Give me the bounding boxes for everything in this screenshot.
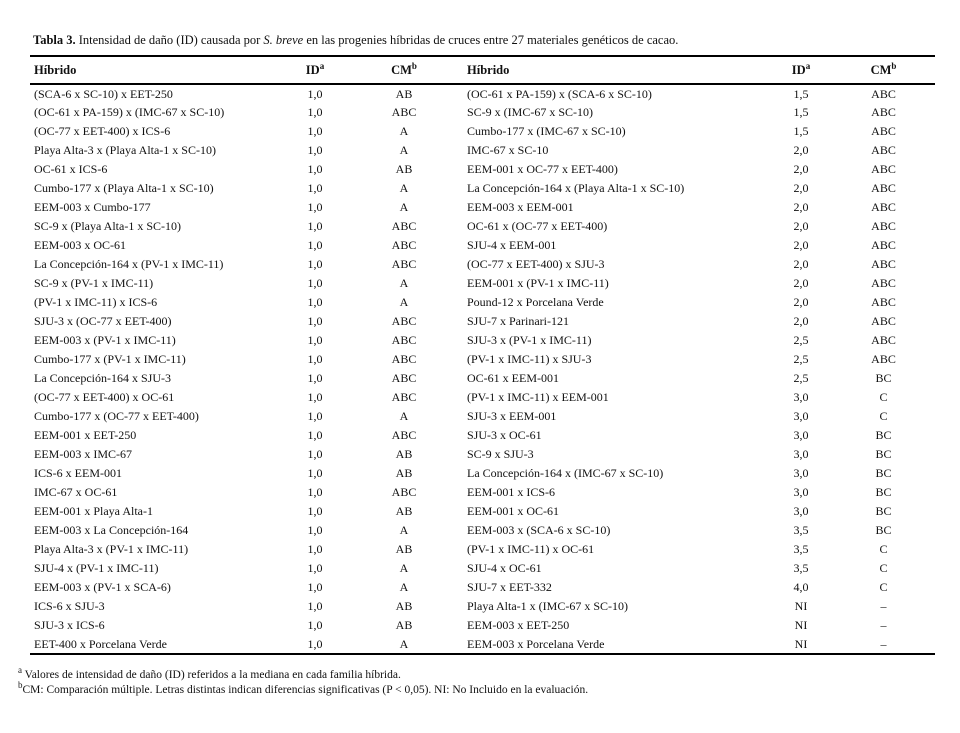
id-value-left: 1,0	[307, 333, 323, 347]
column-header-label: Híbrido	[467, 62, 510, 77]
header-row	[30, 56, 935, 84]
id-value-left: 1,0	[307, 371, 323, 385]
cm-value-left: ABC	[391, 371, 417, 385]
hybrid-name-left: (OC-77 x EET-400) x OC-61	[34, 390, 175, 404]
id-value-left: 1,0	[307, 580, 323, 594]
id-value-right: 3,0	[793, 409, 809, 423]
table-row	[30, 407, 935, 426]
cm-value-right: BC	[875, 485, 892, 499]
id-value-left: 1,0	[307, 143, 323, 157]
column-header-label: ID	[305, 62, 320, 77]
id-value-left: 1,0	[307, 181, 323, 195]
id-value-right: 2,5	[793, 333, 809, 347]
table-row	[30, 293, 935, 312]
cm-value-right: ABC	[871, 124, 896, 138]
id-value-left: 1,0	[307, 124, 323, 138]
table-row	[30, 559, 935, 578]
table-row	[30, 540, 935, 559]
id-value-left: 1,0	[307, 409, 323, 423]
hybrid-name-right: SJU-3 x EEM-001	[467, 409, 557, 423]
hybrid-name-left: EEM-003 x Cumbo-177	[34, 200, 151, 214]
table-row	[30, 388, 935, 407]
cm-value-right: BC	[875, 504, 892, 518]
cm-value-right: BC	[875, 428, 892, 442]
table-row	[30, 578, 935, 597]
id-value-left: 1,0	[307, 219, 323, 233]
cm-value-right: ABC	[871, 295, 896, 309]
table-row	[30, 502, 935, 521]
hybrid-name-right: EEM-001 x OC-61	[467, 504, 559, 518]
hybrid-name-left: SC-9 x (Playa Alta-1 x SC-10)	[34, 219, 181, 233]
hybrid-name-right: (PV-1 x IMC-11) x SJU-3	[467, 352, 592, 366]
table-row	[30, 179, 935, 198]
hybrid-name-left: (OC-77 x EET-400) x ICS-6	[34, 124, 171, 138]
cm-value-left: A	[399, 276, 409, 290]
id-value-left: 1,0	[307, 485, 323, 499]
footnote-text: Valores de intensidad de daño (ID) referidos a la mediana en cada familia híbrida.	[24, 669, 401, 681]
table-row	[30, 616, 935, 635]
id-value-left: 1,0	[307, 86, 323, 101]
id-value-right: 3,0	[793, 504, 809, 518]
hybrid-name-right: (OC-77 x EET-400) x SJU-3	[467, 257, 605, 271]
hybrid-name-right: OC-61 x EEM-001	[467, 371, 559, 385]
column-header-sup: a	[319, 60, 325, 71]
id-value-left: 1,0	[307, 200, 323, 214]
cm-value-left: ABC	[391, 352, 417, 366]
hybrid-name-right: SJU-3 x (PV-1 x IMC-11)	[467, 333, 592, 347]
id-value-left: 1,0	[307, 390, 323, 404]
footnote-text: CM: Comparación múltiple. Letras distintas indican diferencias significativas (P < 0,05). NI: No Incluido en la evaluación.	[22, 684, 589, 697]
footnote-marker: a	[18, 665, 22, 676]
hybrid-name-left: (OC-61 x PA-159) x (IMC-67 x SC-10)	[34, 105, 225, 119]
id-value-right: NI	[794, 636, 808, 651]
table-row	[30, 274, 935, 293]
table-row	[30, 445, 935, 464]
id-value-right: 2,0	[793, 162, 809, 176]
hybrid-name-left: SC-9 x (PV-1 x IMC-11)	[34, 276, 154, 290]
table-row	[30, 597, 935, 616]
id-value-right: 2,0	[793, 295, 809, 309]
cm-value-right: C	[879, 390, 888, 404]
id-value-right: 3,0	[793, 466, 809, 480]
cm-value-left: A	[399, 124, 409, 138]
id-value-right: 2,0	[793, 314, 809, 328]
id-value-right: 3,0	[793, 428, 809, 442]
cm-value-left: AB	[395, 599, 413, 613]
id-value-left: 1,0	[307, 466, 323, 480]
cm-value-right: ABC	[871, 105, 896, 119]
hybrid-name-right: OC-61 x (OC-77 x EET-400)	[467, 219, 608, 233]
hybrid-name-left: Cumbo-177 x (Playa Alta-1 x SC-10)	[34, 181, 214, 195]
cm-value-left: AB	[395, 618, 413, 632]
id-value-right: 2,0	[793, 238, 809, 252]
cm-value-right: C	[879, 561, 888, 575]
cm-value-left: ABC	[391, 333, 417, 347]
hybrid-name-left: Playa Alta-3 x (Playa Alta-1 x SC-10)	[34, 143, 216, 157]
hybrid-name-right: Pound-12 x Porcelana Verde	[467, 295, 604, 309]
id-value-right: 2,0	[793, 276, 809, 290]
id-value-right: 2,0	[793, 200, 809, 214]
hybrid-name-right: EEM-001 x OC-77 x EET-400)	[467, 162, 618, 176]
hybrid-name-right: EEM-003 x (SCA-6 x SC-10)	[467, 523, 611, 537]
id-value-left: 1,0	[307, 542, 323, 556]
column-header-id-right	[770, 56, 832, 84]
id-value-right: 4,0	[793, 580, 809, 594]
table-row	[30, 160, 935, 179]
cm-value-right: BC	[875, 466, 892, 480]
cm-value-right: ABC	[871, 333, 896, 347]
footnote-b	[18, 680, 940, 697]
cm-value-right: ABC	[871, 86, 896, 101]
footnote-a	[18, 665, 940, 682]
column-header-label: CM	[391, 62, 412, 77]
hybrid-name-right: SJU-3 x OC-61	[467, 428, 542, 442]
hybrid-name-left: SJU-4 x (PV-1 x IMC-11)	[34, 561, 159, 575]
id-value-left: 1,0	[307, 352, 323, 366]
cm-value-right: ABC	[871, 219, 896, 233]
hybrid-name-right: SJU-4 x EEM-001	[467, 238, 557, 252]
id-value-left: 1,0	[307, 447, 323, 461]
cm-value-right: ABC	[871, 181, 896, 195]
hybrid-name-right: EEM-003 x Porcelana Verde	[467, 636, 605, 651]
hybrid-name-right: SJU-7 x EET-332	[467, 580, 552, 594]
table-caption-number: Tabla 3.	[33, 32, 76, 47]
id-value-right: 3,0	[793, 447, 809, 461]
hybrid-name-left: Cumbo-177 x (PV-1 x IMC-11)	[34, 352, 186, 366]
id-value-left: 1,0	[307, 636, 323, 651]
hybrid-name-left: EEM-001 x EET-250	[34, 428, 137, 442]
id-value-right: 3,0	[793, 485, 809, 499]
cm-value-left: AB	[395, 86, 413, 101]
hybrid-name-right: (OC-61 x PA-159) x (SCA-6 x SC-10)	[467, 86, 652, 101]
hybrid-name-left: (PV-1 x IMC-11) x ICS-6	[34, 295, 158, 309]
table-row	[30, 198, 935, 217]
cm-value-left: A	[399, 523, 409, 537]
hybrid-name-left: SJU-3 x (OC-77 x EET-400)	[34, 314, 172, 328]
id-value-left: 1,0	[307, 428, 323, 442]
hybrid-name-left: SJU-3 x ICS-6	[34, 618, 105, 632]
hybrid-name-left: La Concepción-164 x (PV-1 x IMC-11)	[34, 257, 224, 271]
data-table	[30, 55, 935, 655]
hybrid-name-right: La Concepción-164 x (IMC-67 x SC-10)	[467, 466, 664, 480]
hybrid-name-right: IMC-67 x SC-10	[467, 143, 549, 157]
cm-value-left: A	[399, 580, 409, 594]
table-caption-text-1: Intensidad de daño (ID) causada por	[75, 32, 264, 47]
hybrid-name-right: SC-9 x (IMC-67 x SC-10)	[467, 105, 594, 119]
cm-value-right: BC	[875, 371, 892, 385]
cm-value-left: ABC	[391, 390, 417, 404]
table-row	[30, 483, 935, 502]
table-row	[30, 103, 935, 122]
id-value-right: 2,0	[793, 257, 809, 271]
id-value-right: 3,0	[793, 390, 809, 404]
hybrid-name-right: SJU-7 x Parinari-121	[467, 314, 569, 328]
cm-value-left: A	[399, 636, 409, 651]
hybrid-name-left: Playa Alta-3 x (PV-1 x IMC-11)	[34, 542, 189, 556]
hybrid-name-right: Cumbo-177 x (IMC-67 x SC-10)	[467, 124, 626, 138]
cm-value-left: AB	[395, 162, 413, 176]
id-value-left: 1,0	[307, 105, 323, 119]
cm-value-left: A	[399, 561, 409, 575]
id-value-right: 3,5	[793, 542, 809, 556]
hybrid-name-right: (PV-1 x IMC-11) x OC-61	[467, 542, 595, 556]
table-caption-species: S. breve	[263, 32, 304, 47]
hybrid-name-left: EET-400 x Porcelana Verde	[34, 636, 167, 651]
hybrid-name-left: EEM-003 x (PV-1 x SCA-6)	[34, 580, 171, 594]
column-header-label: ID	[791, 62, 806, 77]
cm-value-left: ABC	[391, 314, 417, 328]
cm-value-right: ABC	[871, 238, 896, 252]
cm-value-right: ABC	[871, 352, 896, 366]
cm-value-right: BC	[875, 523, 892, 537]
table-row	[30, 369, 935, 388]
cm-value-left: ABC	[391, 257, 417, 271]
column-header-label: CM	[870, 62, 892, 77]
hybrid-name-right: Playa Alta-1 x (IMC-67 x SC-10)	[467, 599, 628, 613]
cm-value-right: C	[879, 542, 888, 556]
cm-value-left: A	[399, 409, 409, 423]
column-header-label: Híbrido	[34, 62, 77, 77]
table-row	[30, 350, 935, 369]
cm-value-right: ABC	[871, 162, 896, 176]
column-header-hybrid-right	[463, 56, 770, 84]
table-caption	[33, 33, 940, 49]
hybrid-name-right: EEM-003 x EET-250	[467, 618, 570, 632]
hybrid-name-left: EEM-003 x IMC-67	[34, 447, 132, 461]
hybrid-name-left: EEM-003 x La Concepción-164	[34, 523, 189, 537]
cm-value-right: C	[879, 409, 888, 423]
column-header-sup: a	[805, 60, 811, 71]
hybrid-name-right: SJU-4 x OC-61	[467, 561, 542, 575]
id-value-right: NI	[794, 599, 808, 613]
cm-value-left: ABC	[391, 238, 417, 252]
footnote-marker: b	[18, 680, 23, 691]
column-header-hybrid-left	[30, 56, 285, 84]
id-value-left: 1,0	[307, 618, 323, 632]
cm-value-left: A	[399, 200, 409, 214]
id-value-right: 1,5	[793, 124, 809, 138]
id-value-right: 2,0	[793, 181, 809, 195]
hybrid-name-right: SC-9 x SJU-3	[467, 447, 534, 461]
table-row	[30, 635, 935, 654]
cm-value-right: C	[879, 580, 888, 594]
hybrid-name-right: EEM-003 x EEM-001	[467, 200, 574, 214]
cm-value-left: AB	[395, 447, 413, 461]
cm-value-right: –	[880, 599, 887, 613]
footnotes	[18, 665, 940, 698]
id-value-right: 2,0	[793, 143, 809, 157]
hybrid-name-left: La Concepción-164 x SJU-3	[34, 371, 171, 385]
cm-value-left: AB	[395, 466, 413, 480]
cm-value-left: ABC	[391, 428, 417, 442]
id-value-right: NI	[794, 618, 808, 632]
cm-value-right: ABC	[871, 314, 896, 328]
cm-value-right: ABC	[871, 200, 896, 214]
hybrid-name-left: Cumbo-177 x (OC-77 x EET-400)	[34, 409, 199, 423]
table-row	[30, 217, 935, 236]
id-value-right: 2,5	[793, 352, 809, 366]
cm-value-left: A	[399, 295, 409, 309]
table-row	[30, 331, 935, 350]
cm-value-left: ABC	[391, 219, 417, 233]
hybrid-name-left: IMC-67 x OC-61	[34, 485, 118, 499]
cm-value-left: AB	[395, 504, 413, 518]
cm-value-right: ABC	[871, 276, 896, 290]
hybrid-name-right: (PV-1 x IMC-11) x EEM-001	[467, 390, 609, 404]
id-value-right: 1,5	[793, 86, 809, 101]
hybrid-name-left: ICS-6 x SJU-3	[34, 599, 105, 613]
cm-value-left: A	[399, 143, 409, 157]
id-value-left: 1,0	[307, 314, 323, 328]
column-header-sup: b	[411, 60, 417, 71]
cm-value-right: –	[880, 618, 887, 632]
cm-value-left: ABC	[391, 105, 417, 119]
id-value-right: 2,5	[793, 371, 809, 385]
id-value-left: 1,0	[307, 238, 323, 252]
id-value-left: 1,0	[307, 561, 323, 575]
column-header-cm-right	[832, 56, 935, 84]
table-row	[30, 312, 935, 331]
cm-value-right: BC	[875, 447, 892, 461]
hybrid-name-right: EEM-001 x (PV-1 x IMC-11)	[467, 276, 609, 290]
hybrid-name-left: EEM-001 x Playa Alta-1	[34, 504, 153, 518]
table-row	[30, 84, 935, 103]
table-row	[30, 255, 935, 274]
table-row	[30, 464, 935, 483]
column-header-sup: b	[891, 60, 897, 71]
id-value-left: 1,0	[307, 599, 323, 613]
hybrid-name-right: EEM-001 x ICS-6	[467, 485, 555, 499]
table-caption-text-2: en las progenies híbridas de cruces entre 27 materiales genéticos de cacao.	[303, 32, 679, 47]
id-value-left: 1,0	[307, 504, 323, 518]
id-value-left: 1,0	[307, 162, 323, 176]
hybrid-name-left: EEM-003 x OC-61	[34, 238, 126, 252]
table-row	[30, 141, 935, 160]
column-header-cm-left	[345, 56, 463, 84]
id-value-left: 1,0	[307, 523, 323, 537]
cm-value-right: –	[880, 636, 887, 651]
id-value-left: 1,0	[307, 276, 323, 290]
cm-value-left: A	[399, 181, 409, 195]
id-value-right: 3,5	[793, 561, 809, 575]
column-header-id-left	[285, 56, 345, 84]
table-row	[30, 521, 935, 540]
table-row	[30, 426, 935, 445]
cm-value-right: ABC	[871, 257, 896, 271]
id-value-right: 2,0	[793, 219, 809, 233]
id-value-right: 3,5	[793, 523, 809, 537]
cm-value-left: AB	[395, 542, 413, 556]
cm-value-left: ABC	[391, 485, 417, 499]
table-row	[30, 236, 935, 255]
hybrid-name-right: La Concepción-164 x (Playa Alta-1 x SC-10)	[467, 181, 685, 195]
id-value-right: 1,5	[793, 105, 809, 119]
hybrid-name-left: EEM-003 x (PV-1 x IMC-11)	[34, 333, 176, 347]
cm-value-right: ABC	[871, 143, 896, 157]
hybrid-name-left: ICS-6 x EEM-001	[34, 466, 122, 480]
id-value-left: 1,0	[307, 295, 323, 309]
hybrid-name-left: OC-61 x ICS-6	[34, 162, 108, 176]
table-row	[30, 122, 935, 141]
id-value-left: 1,0	[307, 257, 323, 271]
hybrid-name-left: (SCA-6 x SC-10) x EET-250	[34, 86, 173, 101]
